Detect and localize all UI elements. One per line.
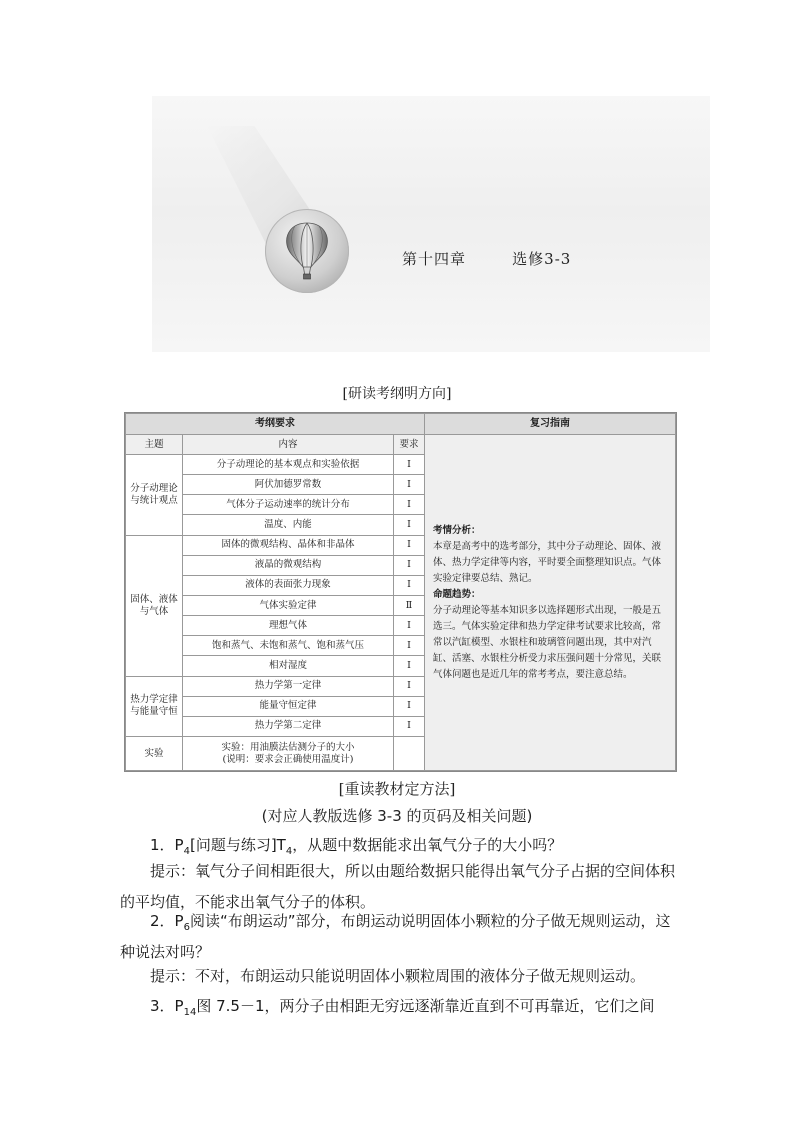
page-prefix: P bbox=[174, 836, 184, 854]
question-text: 阅读“布朗运动”部分，布朗运动说明固体小颗粒的分子做无规则运动，这种说法对吗？ bbox=[120, 912, 671, 961]
content-cell: 温度、内能 bbox=[183, 515, 394, 535]
question-text: ，从题中数据能求出氧气分子的大小吗？ bbox=[292, 836, 563, 854]
experiment-note: (说明：要求会正确使用温度计) bbox=[222, 753, 354, 765]
topic-cell: 固体、液体与气体 bbox=[126, 535, 183, 676]
header-requirements: 考纲要求 bbox=[126, 414, 425, 435]
col-requirement: 要求 bbox=[394, 435, 425, 455]
guide-text-trend: 分子动理论等基本知识多以选择题形式出现，一般是五选三。气体实验定律和热力学定律考试要求比较高，常常以汽缸模型、水银柱和玻璃管问题出现，其中对汽缸、活塞、水银柱分析受力求压强问题十分常见，关联气体问题也是近几年的常考考点，要注意总结。 bbox=[433, 604, 662, 680]
content-cell bbox=[183, 737, 394, 771]
content-cell: 液体的表面张力现象 bbox=[183, 575, 394, 595]
requirement-cell: Ⅰ bbox=[394, 495, 425, 515]
exam-outline-table bbox=[124, 412, 677, 772]
hot-air-balloon-icon bbox=[265, 209, 349, 293]
requirement-cell: Ⅰ bbox=[394, 555, 425, 575]
page-prefix: P bbox=[174, 912, 184, 930]
requirement-cell: Ⅰ bbox=[394, 636, 425, 656]
requirement-cell: Ⅰ bbox=[394, 475, 425, 495]
requirement-cell: Ⅰ bbox=[394, 455, 425, 475]
exercise-ref: [问题与练习]T bbox=[189, 836, 286, 854]
answer-1: 提示：氧气分子间相距很大，所以由题给数据只能得出氧气分子占据的空间体积的平均值，不能求出氧气分子的体积。 bbox=[120, 862, 676, 911]
guide-label-analysis: 考情分析： bbox=[433, 524, 481, 536]
content-cell: 气体分子运动速率的统计分布 bbox=[183, 495, 394, 515]
page-prefix: P bbox=[174, 997, 184, 1015]
col-topic: 主题 bbox=[126, 435, 183, 455]
question-3 bbox=[120, 991, 682, 1022]
question-number: 2． bbox=[150, 912, 175, 930]
content-cell: 热力学第二定律 bbox=[183, 716, 394, 736]
content-cell: 能量守恒定律 bbox=[183, 696, 394, 716]
requirement-cell: Ⅱ bbox=[394, 595, 425, 615]
chapter-number: 第十四章 bbox=[402, 250, 467, 268]
section-subtitle: (对应人教版选修 3-3 的页码及相关问题) bbox=[261, 807, 533, 825]
requirement-cell: Ⅰ bbox=[394, 616, 425, 636]
content-cell: 液晶的微观结构 bbox=[183, 555, 394, 575]
content-cell: 饱和蒸气、未饱和蒸气、饱和蒸气压 bbox=[183, 636, 394, 656]
requirement-cell: Ⅰ bbox=[394, 716, 425, 736]
exercise-number: 4 bbox=[285, 846, 293, 857]
requirement-cell: Ⅰ bbox=[394, 656, 425, 676]
content-cell: 气体实验定律 bbox=[183, 595, 394, 615]
chapter-topic: 选修3-3 bbox=[512, 250, 572, 268]
requirement-cell: Ⅰ bbox=[394, 696, 425, 716]
col-content: 内容 bbox=[183, 435, 394, 455]
content-cell: 阿伏加德罗常数 bbox=[183, 475, 394, 495]
question-number: 1． bbox=[150, 836, 175, 854]
requirement-cell bbox=[394, 737, 425, 771]
topic-cell: 分子动理论与统计观点 bbox=[126, 455, 183, 536]
requirement-cell: Ⅰ bbox=[394, 515, 425, 535]
page-number: 14 bbox=[183, 1007, 197, 1018]
answer-2: 提示：不对，布朗运动只能说明固体小颗粒周围的液体分子做无规则运动。 bbox=[150, 967, 646, 985]
requirement-cell: Ⅰ bbox=[394, 676, 425, 696]
question-number: 3． bbox=[150, 997, 175, 1015]
page-number: 6 bbox=[183, 922, 190, 933]
content-cell: 相对湿度 bbox=[183, 656, 394, 676]
review-guide-cell bbox=[425, 435, 676, 771]
section-heading-textbook: [重读教材定方法] bbox=[338, 780, 456, 798]
question-text: 图 7.5－1，两分子由相距无穷远逐渐靠近直到不可再靠近，它们之间 bbox=[196, 997, 655, 1015]
content-cell: 固体的微观结构、晶体和非晶体 bbox=[183, 535, 394, 555]
guide-text-analysis: 本章是高考中的选考部分，其中分子动理论、固体、液体、热力学定律等内容，平时要全面整理知识点。气体实验定律要总结、熟记。 bbox=[433, 540, 662, 584]
header-review-guide: 复习指南 bbox=[425, 414, 676, 435]
guide-label-trend: 命题趋势： bbox=[433, 588, 481, 600]
question-2 bbox=[120, 906, 682, 968]
chapter-title bbox=[402, 248, 571, 269]
page-number: 4 bbox=[183, 846, 190, 857]
content-cell: 热力学第一定律 bbox=[183, 676, 394, 696]
content-cell: 分子动理论的基本观点和实验依据 bbox=[183, 455, 394, 475]
content-cell: 理想气体 bbox=[183, 616, 394, 636]
section-heading-outline: [研读考纲明方向] bbox=[342, 386, 452, 402]
requirement-cell: Ⅰ bbox=[394, 575, 425, 595]
experiment-line: 实验：用油膜法估测分子的大小 bbox=[221, 741, 355, 753]
topic-cell: 实验 bbox=[126, 737, 183, 771]
chapter-banner bbox=[152, 96, 710, 352]
topic-cell: 热力学定律与能量守恒 bbox=[126, 676, 183, 736]
requirement-cell: Ⅰ bbox=[394, 535, 425, 555]
